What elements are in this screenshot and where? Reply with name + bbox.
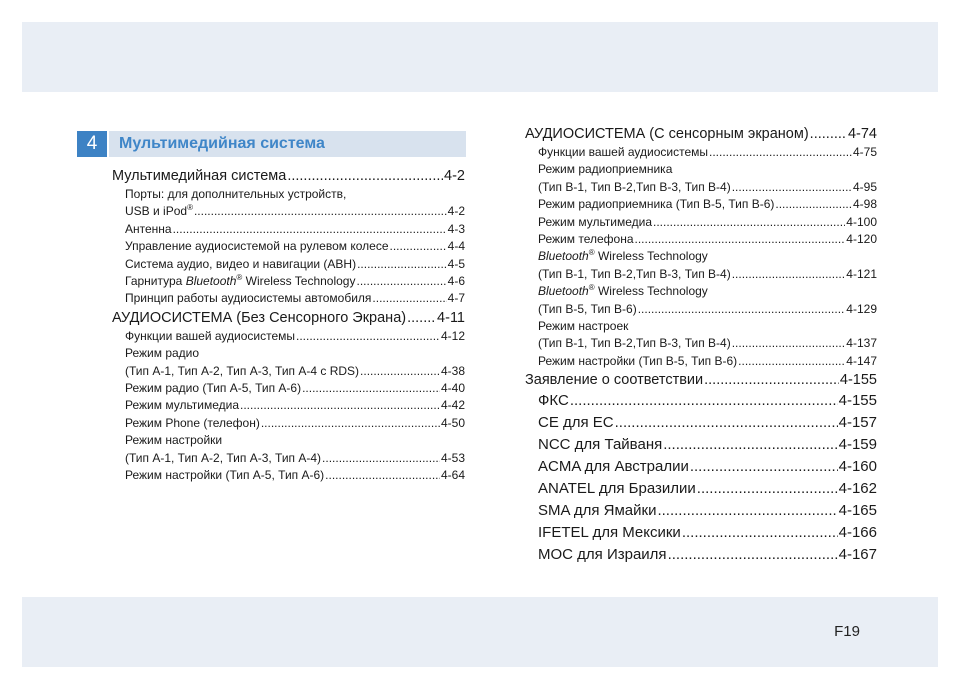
toc-entry[interactable] [525, 434, 877, 456]
toc-entry-title [538, 478, 696, 500]
dot-leader [357, 256, 447, 273]
footer-band [22, 597, 938, 667]
toc-page-number: 4-40 [440, 381, 465, 396]
toc-entry-text: Wireless Technology [594, 249, 708, 264]
toc-entry-title [538, 319, 628, 333]
dot-leader [657, 500, 837, 522]
toc-entry[interactable] [112, 308, 465, 328]
toc-entry-text: Режим радио [125, 346, 200, 361]
toc-page-number: 4-3 [447, 221, 465, 236]
dot-leader [302, 380, 440, 397]
toc-entry[interactable] [525, 214, 877, 231]
toc-entry-title [538, 144, 708, 161]
toc-entry[interactable] [525, 500, 877, 522]
toc-entry[interactable] [525, 335, 877, 352]
toc-page-number: 4-75 [852, 145, 877, 159]
toc-entry-title [538, 335, 731, 352]
toc-entry-title [538, 434, 662, 456]
toc-page-number: 4-7 [447, 291, 465, 306]
toc-entry[interactable] [112, 166, 465, 186]
toc-page-number: 4-5 [447, 256, 465, 271]
toc-entry-title [125, 221, 172, 238]
toc-entry-text: Функции вашей аудиосистемы [538, 145, 708, 159]
toc-entry-text: Порты: для дополнительных устройств, [125, 187, 347, 201]
toc-entry-title [112, 308, 406, 328]
toc-page-number: 4-155 [838, 392, 877, 410]
toc-entry-title [125, 238, 389, 255]
toc-page-number: 4-166 [838, 524, 877, 542]
toc-entry[interactable] [112, 328, 465, 345]
dot-leader [325, 467, 440, 484]
toc-entry-title [538, 412, 614, 434]
toc-entry-title [538, 390, 569, 412]
toc-entry-text: ФКС [538, 392, 569, 410]
toc-entry-title [125, 256, 356, 273]
toc-entry[interactable] [525, 161, 877, 178]
dot-leader [635, 231, 846, 248]
toc-page-number: 4-100 [846, 214, 877, 229]
toc-entry-text: Режим настройки (Тип В-5, Тип В-6) [538, 353, 738, 368]
toc-entry-title [125, 346, 199, 360]
toc-entry-title [125, 467, 324, 484]
toc-entry[interactable] [112, 450, 465, 467]
toc-page-number: 4-74 [847, 126, 877, 142]
dot-leader [615, 412, 838, 434]
toc-entry[interactable] [525, 456, 877, 478]
toc-entry[interactable] [525, 478, 877, 500]
toc-entry-text: Принцип работы аудиосистемы автомобиля [125, 291, 372, 306]
toc-entry-title [538, 456, 689, 478]
toc-entry-title [525, 124, 809, 144]
toc-entry-text: MOC для Израиля [538, 546, 667, 564]
toc-entry[interactable] [525, 231, 877, 248]
dot-leader [732, 335, 846, 352]
toc-page-number: 4-42 [440, 398, 465, 413]
toc-entry-title [112, 166, 286, 186]
dot-leader [663, 434, 837, 456]
toc-entry[interactable] [112, 345, 465, 362]
toc-entry[interactable] [112, 238, 465, 255]
dot-leader [360, 363, 440, 380]
toc-page-number: 4-155 [839, 372, 877, 389]
toc-entry-title [538, 179, 731, 196]
toc-entry-text: NCC для Тайваня [538, 436, 663, 454]
toc-page-number: 4-160 [838, 458, 877, 476]
dot-leader [356, 273, 446, 290]
toc-entry-title [125, 433, 222, 447]
toc-entry-title [538, 522, 681, 544]
registered-mark: ® [588, 283, 595, 293]
bluetooth-brand: Bluetooth [538, 249, 589, 264]
toc-entry[interactable] [525, 370, 877, 390]
toc-entry[interactable] [112, 415, 465, 432]
toc-entry-text: Режим настройки (Тип А-5, Тип А-6) [125, 468, 325, 483]
dot-leader [690, 456, 838, 478]
toc-page-number: 4-147 [846, 353, 877, 368]
toc-entry-title [538, 214, 652, 231]
toc-entry[interactable] [525, 412, 877, 434]
toc-entry[interactable] [525, 124, 877, 144]
toc-page-number: 4-2 [447, 204, 465, 219]
toc-entry-text: ANATEL для Бразилии [538, 480, 696, 498]
registered-mark: ® [588, 248, 595, 258]
toc-entry-title [538, 353, 737, 370]
toc-entry-title [125, 380, 301, 397]
toc-left-column [112, 166, 465, 485]
page-number: F19 [834, 623, 860, 640]
toc-entry-text: Режим радиоприемника (Тип В-5, Тип В-6) [538, 197, 775, 212]
bluetooth-brand: Bluetooth [538, 284, 589, 299]
toc-entry-text: (Тип В-1, Тип В-2,Тип В-3, Тип В-4) [538, 179, 731, 194]
toc-entry-title [525, 370, 703, 390]
toc-page-number: 4-53 [440, 450, 465, 465]
toc-page-number: 4-4 [447, 239, 465, 254]
toc-entry-title [538, 231, 634, 248]
toc-entry-title [125, 290, 371, 307]
toc-entry-text: SMA для Ямайки [538, 502, 657, 520]
dot-leader [704, 370, 839, 390]
toc-entry-text: ACMA для Австралии [538, 458, 689, 476]
dot-leader [709, 144, 852, 161]
toc-entry-text: Режим Phone (телефон) [125, 415, 260, 430]
dot-leader [653, 214, 845, 231]
dot-leader [173, 221, 447, 238]
dot-leader [407, 308, 436, 328]
toc-entry-text: Управление аудиосистемой на рулевом колесе [125, 239, 389, 254]
toc-entry[interactable] [112, 467, 465, 484]
dot-leader [287, 166, 443, 186]
toc-entry-text: Режим мультимедиа [538, 214, 653, 229]
toc-entry[interactable] [112, 290, 465, 307]
toc-entry-text: Режим мультимедиа [125, 398, 240, 413]
toc-entry-text: CE для ЕС [538, 414, 614, 432]
toc-entry[interactable] [112, 432, 465, 449]
dot-leader [261, 415, 440, 432]
dot-leader [570, 390, 838, 412]
toc-entry-text: Мультимедийная система [112, 168, 287, 184]
toc-entry-text: Wireless Technology [594, 284, 708, 299]
toc-entry-text: (Тип В-1, Тип В-2,Тип В-3, Тип В-4) [538, 266, 731, 281]
toc-entry[interactable] [525, 283, 877, 300]
dot-leader [738, 353, 845, 370]
toc-entry-text: Режим радиоприемника [538, 162, 673, 177]
toc-entry-title [125, 397, 239, 414]
dot-leader [668, 544, 838, 566]
toc-entry[interactable] [525, 266, 877, 283]
dot-leader [390, 238, 447, 255]
toc-entry-text: (Тип А-1, Тип А-2, Тип А-3, Тип А-4) [125, 450, 322, 465]
toc-entry[interactable] [525, 196, 877, 213]
toc-entry[interactable] [525, 301, 877, 318]
dot-leader [296, 328, 440, 345]
toc-entry-title [125, 363, 359, 380]
bluetooth-brand: Bluetooth [185, 274, 237, 289]
toc-page-number: 4-95 [852, 179, 877, 194]
toc-entry-text: АУДИОСИСТЕМА (С сенсорным экраном) [525, 126, 809, 142]
toc-entry-title [125, 328, 295, 345]
toc-entry[interactable] [112, 273, 465, 290]
dot-leader [810, 124, 847, 144]
toc-page-number: 4-98 [852, 197, 877, 212]
toc-entry[interactable] [525, 179, 877, 196]
toc-entry[interactable] [525, 544, 877, 566]
dot-leader [697, 478, 838, 500]
toc-entry[interactable] [112, 397, 465, 414]
toc-entry-text: Система аудио, видео и навигации (АВН) [125, 256, 357, 271]
toc-entry-text: АУДИОСИСТЕМА (Без Сенсорного Экрана) [112, 309, 407, 326]
toc-entry[interactable] [112, 221, 465, 238]
toc-entry-title [538, 544, 667, 566]
dot-leader [775, 196, 852, 213]
toc-entry-text: Гарнитура [125, 274, 186, 289]
toc-entry-title [125, 450, 321, 467]
toc-page-number: 4-121 [846, 266, 877, 281]
toc-page-number: 4-129 [846, 301, 877, 316]
toc-entry-title [538, 162, 672, 176]
toc-entry[interactable] [112, 203, 465, 220]
toc-entry-text: Wireless Technology [242, 274, 356, 289]
toc-entry[interactable] [525, 248, 877, 265]
toc-entry-title [538, 249, 708, 263]
dot-leader [732, 179, 852, 196]
registered-mark: ® [187, 203, 193, 213]
toc-entry[interactable] [525, 522, 877, 544]
toc-entry-title [538, 301, 637, 318]
toc-entry-text: Режим телефона [538, 232, 634, 247]
toc-entry-text: Функции вашей аудиосистемы [125, 328, 295, 343]
toc-entry-text: Режим настроек [538, 319, 629, 334]
toc-entry[interactable] [525, 318, 877, 335]
dot-leader [194, 203, 447, 220]
toc-page-number: 4-38 [440, 363, 465, 378]
toc-page-number: 4-120 [846, 232, 877, 247]
toc-entry[interactable] [112, 380, 465, 397]
header-band [22, 22, 938, 92]
toc-entry-text: (Тип А-1, Тип А-2, Тип А-3, Тип А-4 с RDS) [125, 363, 360, 378]
toc-entry-title [125, 203, 193, 220]
toc-entry-title [538, 196, 774, 213]
dot-leader [322, 450, 440, 467]
toc-page-number: 4-165 [838, 502, 877, 520]
toc-entry-text: Заявление о соответствии [525, 372, 704, 389]
toc-page-number: 4-11 [437, 309, 465, 326]
dot-leader [682, 522, 838, 544]
toc-entry[interactable] [525, 144, 877, 161]
toc-entry-text: (Тип В-1, Тип В-2,Тип В-3, Тип В-4) [538, 336, 731, 351]
toc-page-number: 4-162 [838, 480, 877, 498]
toc-page-number: 4-159 [838, 436, 877, 454]
toc-entry[interactable] [525, 390, 877, 412]
dot-leader [638, 301, 846, 318]
toc-entry-text: Режим настройки [125, 433, 223, 448]
toc-entry[interactable] [112, 363, 465, 380]
chapter-number: 4 [77, 131, 107, 157]
toc-entry-text: Антенна [125, 221, 172, 236]
toc-page-number: 4-50 [440, 415, 465, 430]
toc-entry[interactable] [525, 353, 877, 370]
toc-right-column [525, 124, 877, 566]
toc-page-number: 4-137 [846, 336, 877, 351]
toc-entry-title [125, 415, 260, 432]
toc-page-number: 4-157 [838, 414, 877, 432]
toc-page-number: 4-64 [440, 468, 465, 483]
dot-leader [240, 397, 440, 414]
toc-entry-title [538, 500, 656, 522]
registered-mark: ® [236, 273, 243, 283]
dot-leader [372, 290, 446, 307]
toc-page-number: 4-6 [447, 274, 465, 289]
toc-entry[interactable] [112, 256, 465, 273]
toc-entry-title [125, 273, 355, 290]
toc-page-number: 4-2 [444, 168, 465, 184]
toc-entry-title [125, 187, 346, 201]
toc-entry-title [538, 266, 731, 283]
toc-page-number: 4-167 [838, 546, 877, 564]
toc-entry-text: IFETEL для Мексики [538, 524, 681, 542]
toc-page-number: 4-12 [440, 328, 465, 343]
dot-leader [732, 266, 846, 283]
chapter-title: Мультимедийная система [109, 131, 466, 157]
toc-entry-text: (Тип В-5, Тип В-6) [538, 301, 637, 316]
toc-entry[interactable] [112, 186, 465, 203]
toc-entry-text: USB и iPod [125, 204, 188, 219]
toc-entry-text: Режим радио (Тип А-5, Тип А-6) [125, 381, 302, 396]
toc-entry-title [538, 284, 708, 298]
